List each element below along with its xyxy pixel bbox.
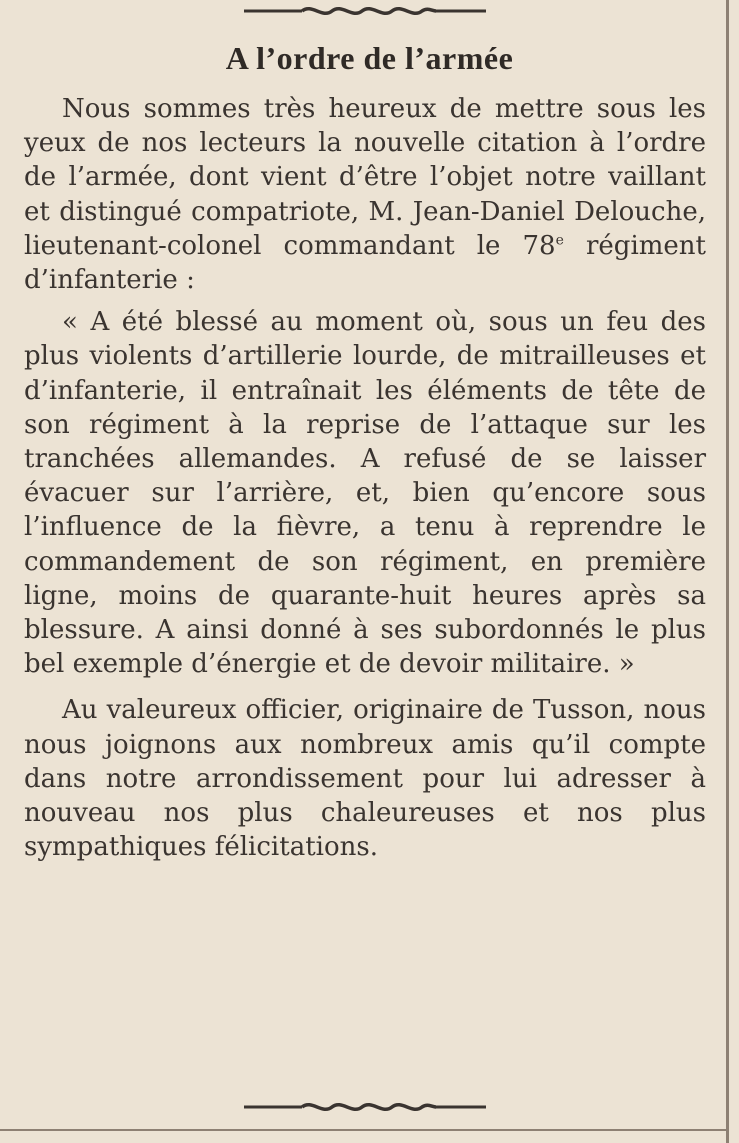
wave-ornament-icon: [240, 1098, 490, 1116]
article-body: [24, 92, 706, 872]
intro-text-end: régiment d’infanterie :: [24, 230, 706, 296]
column-rule-right: [726, 0, 729, 1143]
intro-paragraph: [24, 92, 706, 297]
intro-text: Nous sommes très heureux de mettre sous les yeux de nos lecteurs la nouvelle citation à l’ordre de l’armée, dont vient d’être l’objet notre vaillant et distingué compatriote, M. Jean-Daniel Delouche, lieutenant-colonel commandant le 78: [24, 94, 706, 261]
column-rule-bottom: [0, 1129, 729, 1131]
ordinal-superscript: e: [555, 232, 564, 249]
citation-paragraph: « A été blessé au moment où, sous un feu des plus violents d’artillerie lourde, de mitrailleuses et d’infanterie, il entraînait les éléments de tête de son régiment à la reprise de l’attaque sur les tranchées allemandes. A refusé de se laisser évacuer sur l’arrière, et, bien qu’encore sous l’influence de la fièvre, a tenu à reprendre le commandement de son régiment, en première ligne, moins de quarante-huit heures après sa blessure. A ainsi donné à ses subordonnés le plus bel exemple d’énergie et de devoir militaire. »: [24, 307, 706, 680]
wave-ornament-icon: [240, 2, 490, 20]
closing-paragraph: Au valeureux officier, originaire de Tusson, nous nous joignons aux nombreux amis qu’il compte dans notre arrondissement pour lui adresser à nouveau nos plus chaleureuses et nos plus sympathiques félicitations.: [24, 695, 706, 863]
article-title: A l’ordre de l’armée: [225, 40, 514, 76]
